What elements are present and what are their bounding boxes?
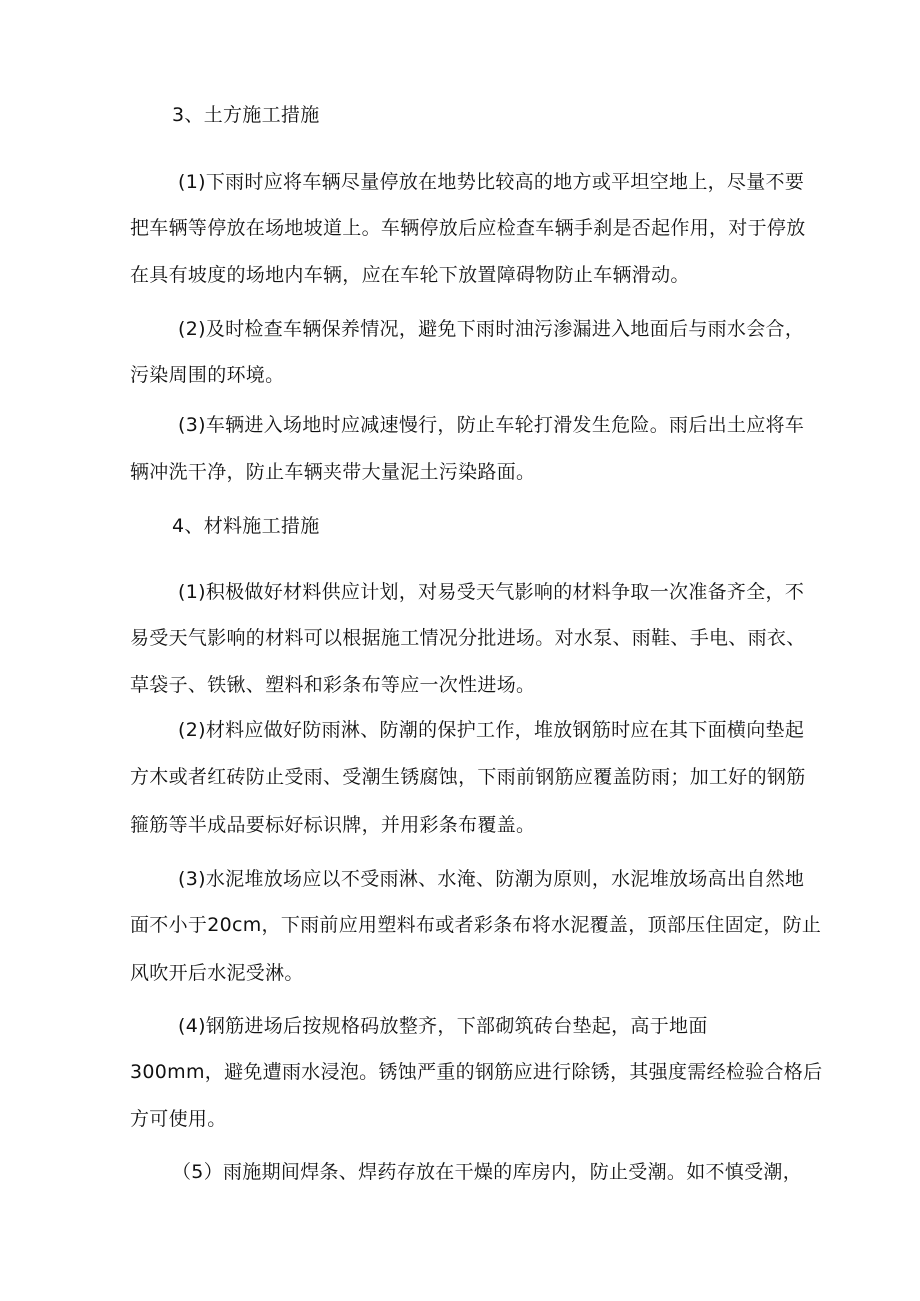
paragraph-line: (4)钢筋进场后按规格码放整齐，下部砌筑砖台垫起，高于地面 xyxy=(178,1015,708,1037)
paragraph-line: (1)积极做好材料供应计划，对易受天气影响的材料争取一次准备齐全，不 xyxy=(178,581,805,603)
paragraph-line: （5）雨施期间焊条、焊药存放在干燥的库房内，防止受潮。如不慎受潮， xyxy=(172,1161,802,1183)
paragraph-line: 风吹开后水泥受淋。 xyxy=(130,962,304,984)
paragraph-line: 箍筋等半成品要标好标识牌，并用彩条布覆盖。 xyxy=(130,814,536,836)
paragraph-line: 污染周围的环境。 xyxy=(130,364,285,386)
section-heading: 3、土方施工措施 xyxy=(172,104,320,126)
paragraph-line: 在具有坡度的场地内车辆，应在车轮下放置障碍物防止车辆滑动。 xyxy=(130,264,690,286)
paragraph-line: 方木或者红砖防止受雨、受潮生锈腐蚀，下雨前钢筋应覆盖防雨；加工好的钢筋 xyxy=(130,766,806,788)
paragraph-line: 草袋子、铁锹、塑料和彩条布等应一次性进场。 xyxy=(130,674,536,696)
paragraph-line: 面不小于20cm，下雨前应用塑料布或者彩条布将水泥覆盖，顶部压住固定，防止 xyxy=(130,914,822,936)
paragraph-line: 辆冲洗干净，防止车辆夹带大量泥土污染路面。 xyxy=(130,461,536,483)
section-heading: 4、材料施工措施 xyxy=(172,515,320,537)
paragraph-line: (2)材料应做好防雨淋、防潮的保护工作，堆放钢筋时应在其下面横向垫起 xyxy=(178,719,805,741)
paragraph-line: 易受天气影响的材料可以根据施工情况分批进场。对水泵、雨鞋、手电、雨衣、 xyxy=(130,627,806,649)
paragraph-line: 300mm，避免遭雨水浸泡。锈蚀严重的钢筋应进行除锈，其强度需经检验合格后 xyxy=(130,1061,823,1083)
paragraph-line: (3)车辆进入场地时应减速慢行，防止车轮打滑发生危险。雨后出土应将车 xyxy=(178,414,805,436)
paragraph-line: 把车辆等停放在场地坡道上。车辆停放后应检查车辆手刹是否起作用，对于停放 xyxy=(130,217,806,239)
paragraph-line: 方可使用。 xyxy=(130,1108,227,1130)
paragraph-line: (3)水泥堆放场应以不受雨淋、水淹、防潮为原则，水泥堆放场高出自然地 xyxy=(178,868,805,890)
paragraph-line: (2)及时检查车辆保养情况，避免下雨时油污渗漏进入地面后与雨水会合， xyxy=(178,318,805,340)
paragraph-line: (1)下雨时应将车辆尽量停放在地势比较高的地方或平坦空地上，尽量不要 xyxy=(178,171,805,193)
